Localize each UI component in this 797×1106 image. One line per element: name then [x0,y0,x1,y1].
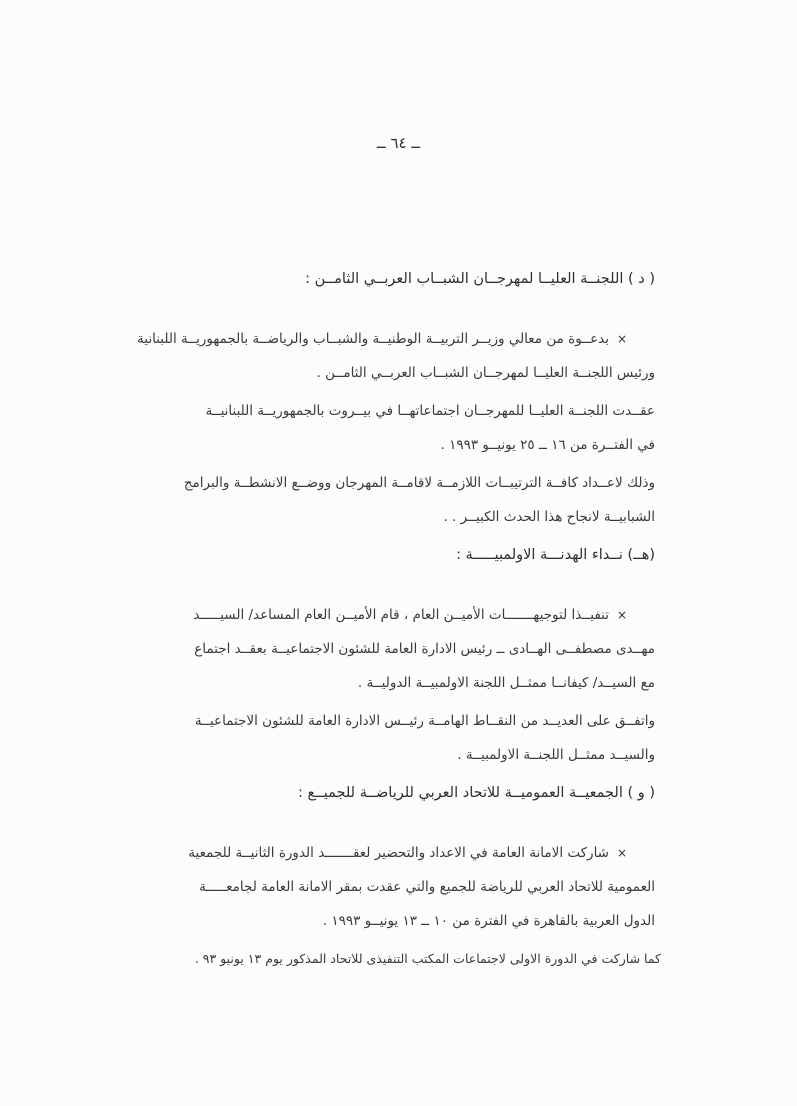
text-line: والسيــد ممثــل اللجنــة الاولمبيــة . [457,747,655,763]
text-line: مهــدى مصطفــى الهــادى ــ رئيس الادارة العامة للشئون الاجتماعيــة بعقــد اجتماع [194,641,655,657]
text-line: الشبابيــة لانجاح هذا الحدث الكبيــر . . [443,509,655,525]
section-d [137,262,655,534]
section-w [161,776,661,976]
text-line: تنفيــذا لتوجيهـــــــات الأميــن العام ، قام الأميــن العام المساعد/ السيـــــد [193,607,609,623]
text-line: العمومية للاتحاد العربي للرياضة للجميع والتي عقدت بمقر الامانة العامة لجامعـــــة [199,879,655,895]
bullet-marker: × [616,846,627,860]
paragraph [161,466,655,534]
section-h [161,538,655,772]
document-content [137,262,661,980]
text-line: مع السيــد/ كيفانــا ممثــل اللجنة الاولمبيــة الدوليــة . [357,675,655,691]
bullet-marker: × [616,608,627,622]
paragraph [161,836,655,938]
section-d-heading: ( د ) اللجنــة العليــا لمهرجــان الشبــاب العربــي الثامــن : [305,271,655,287]
paragraph [137,322,655,390]
section-w-heading: ( و ) الجمعيــة العموميــة للاتحاد العربي للرياضــة للجميــع : [298,785,655,801]
text-line: الدول العربية بالقاهرة في الفترة من ١٠ ــ ١٣ يونيــو ١٩٩٣ . [322,913,655,929]
text-line: شاركت الامانة العامة في الاعداد والتحضير لعقـــــــد الدورة الثانيــة للجمعية [188,845,609,861]
section-h-heading: (هــ) نــداء الهدنـــة الاولمبيـــــة : [456,547,655,563]
paragraph [161,704,655,772]
bullet-marker: × [616,332,627,346]
text-line: بدعــوة من معالي وزيــر التربيــة الوطنيــة والشبــاب والرياضــة بالجمهوريــة اللبنانية [137,331,609,347]
text-line: في الفتــرة من ١٦ ــ ٢٥ يونيــو ١٩٩٣ . [440,437,655,453]
text-line: وذلك لاعــداد كافــة الترتيبــات اللازمــة لاقامــة المهرجان ووضــع الانشطــة والبرامج [183,475,655,491]
text-line: ورئيس اللجنــة العليــا لمهرجــان الشبــاب العربــي الثامــن . [316,365,655,381]
paragraph [161,598,655,700]
text-line: عقــدت اللجنــة العليــا للمهرجــان اجتماعاتهــا في بيــروت بالجمهوريــة اللبنانيــة [205,403,655,419]
text-line: كما شاركت في الدورة الاولى لاجتماعات المكتب التنفيذى للاتحاد المذكور يوم ١٣ يونيو ٩٣ . [194,951,661,966]
page-number: ــ ٦٤ ــ [376,134,421,152]
paragraph [161,942,661,976]
text-line: واتفــق على العديــد من النقــاط الهامــة رئيــس الادارة العامة للشئون الاجتماعيــة [194,713,655,729]
paragraph [161,394,655,462]
